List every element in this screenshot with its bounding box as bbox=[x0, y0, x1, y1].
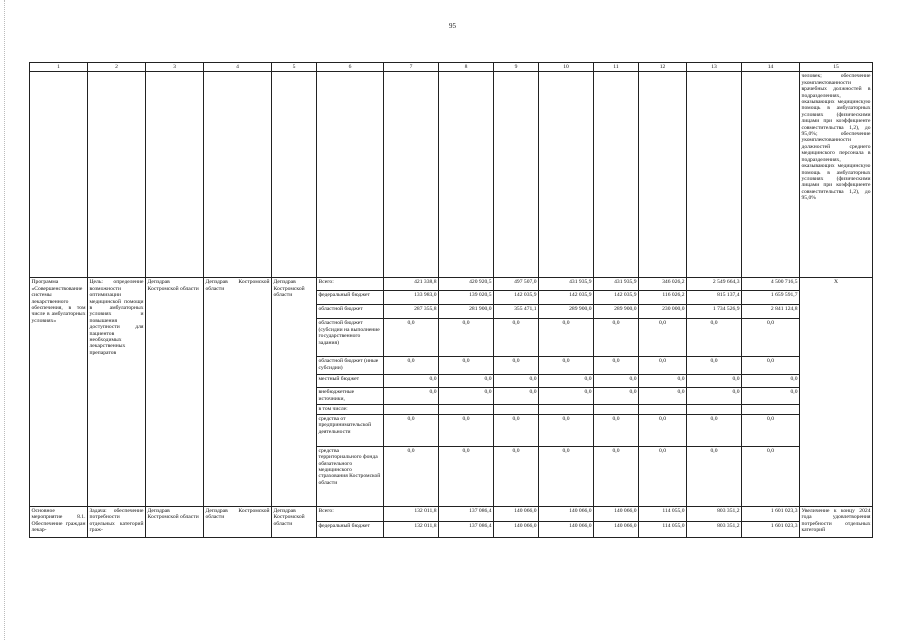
amount-cell: 0,0 bbox=[639, 446, 687, 506]
amount-cell: 0,0 bbox=[539, 446, 594, 506]
amount-cell: 287 355,8 bbox=[384, 305, 439, 319]
empty-cell bbox=[88, 72, 146, 278]
source-label: Всего: bbox=[317, 506, 384, 521]
event-executor-col3: Депздрав Костромской области bbox=[146, 506, 204, 537]
amount-cell: 137 086,4 bbox=[439, 506, 494, 521]
amount-cell: 0,0 bbox=[439, 319, 494, 357]
amount-cell: 431 935,9 bbox=[594, 278, 639, 291]
amount-cell: 0,0 bbox=[494, 319, 539, 357]
amount-cell: 815 137,4 bbox=[687, 291, 742, 305]
amount-cell: 0,0 bbox=[742, 375, 800, 388]
col-header-8: 8 bbox=[439, 63, 494, 72]
amount-cell: 140 066,0 bbox=[539, 506, 594, 521]
empty-cell bbox=[384, 72, 439, 278]
empty-cell bbox=[204, 72, 272, 278]
event-row bbox=[30, 506, 873, 521]
event-result: Увеличение к концу 2024 года удовлетворения потребности отдельных категорий bbox=[800, 506, 873, 537]
amount-cell: 0,0 bbox=[494, 357, 539, 375]
amount-cell bbox=[384, 405, 439, 414]
col-header-2: 2 bbox=[88, 63, 146, 72]
amount-cell: 420 920,5 bbox=[439, 278, 494, 291]
amount-cell: 230 000,0 bbox=[639, 305, 687, 319]
col-header-10: 10 bbox=[539, 63, 594, 72]
col-header-9: 9 bbox=[494, 63, 539, 72]
amount-cell: 0,0 bbox=[594, 388, 639, 405]
amount-cell: 0,0 bbox=[594, 375, 639, 388]
source-label: областной бюджет (иные субсидии) bbox=[317, 357, 384, 375]
amount-cell: 132 011,8 bbox=[384, 506, 439, 521]
empty-cell bbox=[146, 72, 204, 278]
amount-cell: 346 026,2 bbox=[639, 278, 687, 291]
amount-cell: 0,0 bbox=[639, 319, 687, 357]
amount-cell: 0,0 bbox=[384, 446, 439, 506]
empty-cell bbox=[494, 72, 539, 278]
amount-cell: 140 066,0 bbox=[594, 506, 639, 521]
amount-cell: 2 549 664,3 bbox=[687, 278, 742, 291]
amount-cell: 355 471,1 bbox=[494, 305, 539, 319]
amount-cell bbox=[439, 405, 494, 414]
amount-cell: 1 601 023,3 bbox=[742, 521, 800, 537]
source-label: федеральный бюджет bbox=[317, 291, 384, 305]
amount-cell: 133 983,0 bbox=[384, 291, 439, 305]
amount-cell: 0,0 bbox=[594, 446, 639, 506]
source-label: федеральный бюджет bbox=[317, 521, 384, 537]
empty-cell bbox=[317, 72, 384, 278]
program-executor-col5: Депздрав Костромской области bbox=[272, 278, 317, 506]
amount-cell bbox=[639, 405, 687, 414]
amount-cell bbox=[594, 405, 639, 414]
program-executor-col4: Депздрав Костромской области bbox=[204, 278, 272, 506]
amount-cell: 0,0 bbox=[594, 357, 639, 375]
amount-cell: 0,0 bbox=[539, 357, 594, 375]
amount-cell: 0,0 bbox=[539, 375, 594, 388]
amount-cell: 281 900,0 bbox=[439, 305, 494, 319]
program-executor-col3: Депздрав Костромской области bbox=[146, 278, 204, 506]
program-goal: Цель: определение возможности оптимизации медицинской помощи в амбулаторных условиях и повышения доступности для пациентов необходимых лекарственных препаратов bbox=[88, 278, 146, 506]
amount-cell: 0,0 bbox=[439, 388, 494, 405]
amount-cell: 0,0 bbox=[384, 375, 439, 388]
amount-cell: 0,0 bbox=[384, 357, 439, 375]
amount-cell: 0,0 bbox=[439, 414, 494, 446]
col-header-13: 13 bbox=[687, 63, 742, 72]
amount-cell: 140 066,0 bbox=[494, 521, 539, 537]
amount-cell: 0,0 bbox=[594, 319, 639, 357]
scan-edge bbox=[4, 0, 6, 640]
source-label: местный бюджет bbox=[317, 375, 384, 388]
source-label: средства от предпринимательской деятельности bbox=[317, 414, 384, 446]
amount-cell: 4 500 716,5 bbox=[742, 278, 800, 291]
page-number: 95 bbox=[449, 22, 456, 30]
amount-cell bbox=[687, 405, 742, 414]
amount-cell: 1 659 591,7 bbox=[742, 291, 800, 305]
amount-cell: 0,0 bbox=[687, 446, 742, 506]
empty-cell bbox=[30, 72, 88, 278]
amount-cell bbox=[742, 405, 800, 414]
amount-cell: 289 900,0 bbox=[594, 305, 639, 319]
amount-cell: 803 351,2 bbox=[687, 521, 742, 537]
source-label: средства территориального фонда обязательного медицинского страхования Костромской области bbox=[317, 446, 384, 506]
event-task: Задача: обеспечение потребности отдельных категорий граж- bbox=[88, 506, 146, 537]
col-header-15: 15 bbox=[800, 63, 873, 72]
amount-cell: 2 841 124,8 bbox=[742, 305, 800, 319]
amount-cell: 0,0 bbox=[639, 375, 687, 388]
amount-cell: 0,0 bbox=[384, 388, 439, 405]
amount-cell: 0,0 bbox=[687, 388, 742, 405]
amount-cell: 0,0 bbox=[639, 414, 687, 446]
amount-cell bbox=[494, 405, 539, 414]
program-row bbox=[30, 278, 873, 291]
amount-cell: 0,0 bbox=[494, 388, 539, 405]
amount-cell: 0,0 bbox=[742, 414, 800, 446]
amount-cell: 0,0 bbox=[384, 414, 439, 446]
source-label: Всего: bbox=[317, 278, 384, 291]
continuation-row bbox=[30, 72, 873, 278]
amount-cell: 0,0 bbox=[594, 414, 639, 446]
amount-cell: 0,0 bbox=[539, 319, 594, 357]
empty-cell bbox=[594, 72, 639, 278]
empty-cell bbox=[742, 72, 800, 278]
source-label: внебюджетные источники, bbox=[317, 388, 384, 405]
col-header-7: 7 bbox=[384, 63, 439, 72]
amount-cell: 421 338,8 bbox=[384, 278, 439, 291]
amount-cell: 0,0 bbox=[742, 446, 800, 506]
empty-cell bbox=[639, 72, 687, 278]
amount-cell: 0,0 bbox=[742, 319, 800, 357]
source-label: областной бюджет bbox=[317, 305, 384, 319]
amount-cell: 142 035,9 bbox=[494, 291, 539, 305]
amount-cell: 0,0 bbox=[539, 388, 594, 405]
amount-cell: 142 035,9 bbox=[539, 291, 594, 305]
amount-cell: 0,0 bbox=[639, 357, 687, 375]
amount-cell: 140 066,0 bbox=[539, 521, 594, 537]
amount-cell: 139 020,5 bbox=[439, 291, 494, 305]
amount-cell: 0,0 bbox=[687, 357, 742, 375]
empty-cell bbox=[439, 72, 494, 278]
amount-cell: 140 066,0 bbox=[494, 506, 539, 521]
amount-cell: 1 734 526,9 bbox=[687, 305, 742, 319]
amount-cell: 0,0 bbox=[439, 357, 494, 375]
header-row bbox=[30, 63, 873, 72]
amount-cell: 114 055,0 bbox=[639, 506, 687, 521]
amount-cell: 0,0 bbox=[494, 414, 539, 446]
amount-cell: 0,0 bbox=[439, 375, 494, 388]
col-header-5: 5 bbox=[272, 63, 317, 72]
amount-cell: 0,0 bbox=[687, 319, 742, 357]
col-header-6: 6 bbox=[317, 63, 384, 72]
col-header-11: 11 bbox=[594, 63, 639, 72]
amount-cell: 137 086,4 bbox=[439, 521, 494, 537]
result-continuation-text: человек; обеспечение укомплектованности врачебных должностей в подразделениях, оказывающих медицинскую помощь в амбулаторных условиях (физическими лицами при коэффициенте совместительства 1,2), до 95,0%; обеспечение укомплектованности должностей среднего медицинского персонала в подразделениях, оказывающих медицинскую помощь в амбулаторных условиях (физическими лицами при коэффициенте совместительства 1,2), до 95,0% bbox=[800, 72, 873, 278]
event-executor-col4: Депздрав Костромской области bbox=[204, 506, 272, 537]
empty-cell bbox=[539, 72, 594, 278]
amount-cell: 0,0 bbox=[384, 319, 439, 357]
amount-cell: 0,0 bbox=[494, 375, 539, 388]
source-label: в том числе: bbox=[317, 405, 384, 414]
amount-cell: 0,0 bbox=[494, 446, 539, 506]
col-header-14: 14 bbox=[742, 63, 800, 72]
amount-cell: 0,0 bbox=[539, 414, 594, 446]
amount-cell: 431 935,9 bbox=[539, 278, 594, 291]
amount-cell: 803 351,2 bbox=[687, 506, 742, 521]
col-header-3: 3 bbox=[146, 63, 204, 72]
col-header-12: 12 bbox=[639, 63, 687, 72]
source-label: областной бюджет (субсидии на выполнение государственного задания) bbox=[317, 319, 384, 357]
col-header-4: 4 bbox=[204, 63, 272, 72]
amount-cell: 142 035,9 bbox=[594, 291, 639, 305]
empty-cell bbox=[272, 72, 317, 278]
amount-cell: 132 011,8 bbox=[384, 521, 439, 537]
amount-cell bbox=[539, 405, 594, 414]
amount-cell: 0,0 bbox=[687, 375, 742, 388]
amount-cell: 0,0 bbox=[687, 414, 742, 446]
amount-cell: 1 601 023,3 bbox=[742, 506, 800, 521]
amount-cell: 140 066,0 bbox=[594, 521, 639, 537]
program-result: X bbox=[800, 278, 873, 506]
program-name: Программа «Совершенствование системы лекарственного обеспечения, в том числе в амбулаторных условиях» bbox=[30, 278, 88, 506]
amount-cell: 116 026,2 bbox=[639, 291, 687, 305]
budget-table bbox=[29, 62, 873, 538]
amount-cell: 289 900,0 bbox=[539, 305, 594, 319]
amount-cell: 0,0 bbox=[639, 388, 687, 405]
event-name: Основное мероприятие 8.1. Обеспечение граждан лекар- bbox=[30, 506, 88, 537]
amount-cell: 0,0 bbox=[439, 446, 494, 506]
event-executor-col5: Депздрав Костромской области bbox=[272, 506, 317, 537]
empty-cell bbox=[687, 72, 742, 278]
amount-cell: 497 507,0 bbox=[494, 278, 539, 291]
amount-cell: 0,0 bbox=[742, 357, 800, 375]
amount-cell: 114 055,0 bbox=[639, 521, 687, 537]
col-header-1: 1 bbox=[30, 63, 88, 72]
amount-cell: 0,0 bbox=[742, 388, 800, 405]
